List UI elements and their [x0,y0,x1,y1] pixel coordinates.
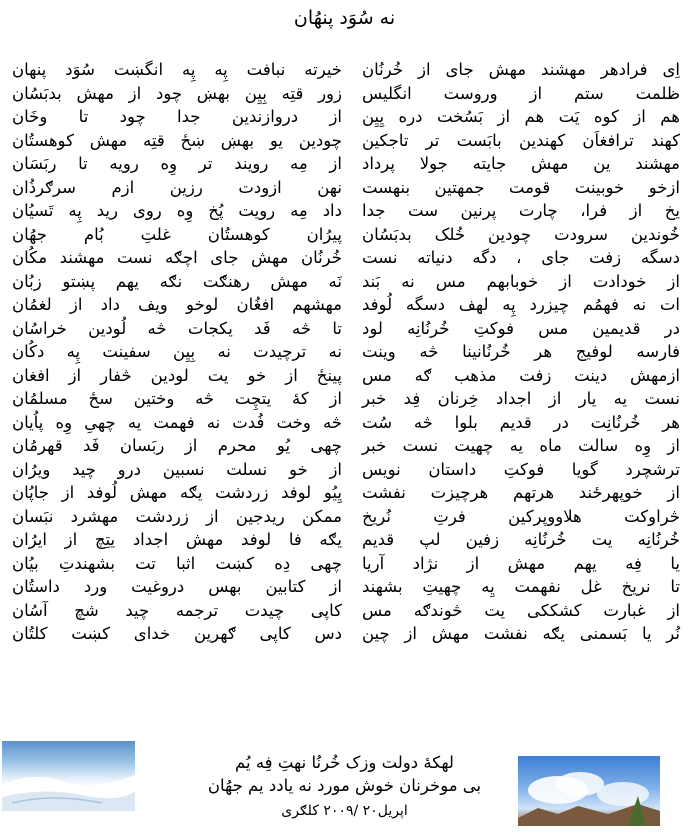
verse-line: ممکن ریدجین از زردشت مهشرد نبَسان [12,506,342,526]
verse-line: یا فِه یهم مهش از نژاد آریا [362,553,680,573]
verse-line: پینځ از خو یت لودین څفار از افغان [12,365,342,385]
verse-line: خُرنُانِه یت خُرنُانِه زفین لپ قدیم [362,530,680,549]
verse-line: مهشهم افغُان لوخو ویف داد از لغمُان [12,295,342,314]
verse-line: کهند ترافغاَن کهندین بابَست تر تاجکین [362,130,680,150]
verse-line: نهن ازودت رزین ازم سرګرذُان [12,177,342,197]
verse-line: کاپی چیدت ترجمه چید شچ آسُان [12,600,342,620]
verse-line: دسگه زفت جای ، دگه دنیاته نست [362,248,680,267]
verse-line: تا څه فَد یکجات څه لُودین خراسُان [12,318,342,338]
verse-line: از خوپهرځند هرتهم هرچیزت نفشت [362,483,680,502]
poem-column-right [362,58,680,646]
verse-line: در قدیمین مس فوکتِ خُرنُانِه لود [362,318,680,338]
verse-line: از کهٔ یتچِت څه وختین سځ مسلمُان [12,389,342,408]
verse-line: یګه فا لوفد مهش اجداد یتِچ از ایرُان [12,530,342,549]
verse-line: از خو نسلت نسبین درو چید ویرُان [12,459,342,479]
verse-line: نَه مهش رهنګت نګه یهم پښتو زبُان [12,271,342,291]
verse-line: نُر یا بَسمنی یګه نفشت مهش از چین [362,624,680,643]
verse-line: از وِه سالت ماه یه چهیت نست خبر [362,436,680,455]
verse-line: نست یه یار از اجداد خِرنان فِد خبر [362,389,680,408]
closing-verse-line-1: لهکهٔ دولت وزک خُرنُا نهتِ فِه یُم [235,753,454,772]
verse-line: خیرته نبافت پِه پِه انگښت سُوَد پنهان [12,60,342,79]
verse-line: یخ از فرا، چارت پرنین ست جدا [362,201,680,220]
verse-line: دس کاپی ګهرین خدای کښت کلتُان [12,624,342,643]
verse-line: خُوندین سرودت چودین خُلک بدبَسُان [362,224,680,244]
verse-line: چودین یو بهښ ښځ قتِه مهش کوهستُان [12,130,342,150]
verse-line: پیرُان کوهستُان غلتِ بُام جهُان [12,224,342,244]
verse-line: ات نه فهمُم چیزرد پِه لهف دسگه لُوفد [362,295,680,314]
verse-line: از خودادت از خوبابهم مس نه بَند [362,271,680,291]
verse-line: چهی یُو محرم از ربَسان فَد قهرمُان [12,436,342,455]
verse-line: ترشچرد گویا فوکتِ داستان نویس [362,459,680,479]
closing-verse-line-2: بی موخرنان خوش مورد نه یادد یم جهُان [207,776,482,795]
verse-line: هر خُرنُانِت در قدیم بلوا څه سُت [362,412,680,432]
verse-line: زور قتِه بِیِن بهښ چود از مهش بدبَسُان [12,83,342,103]
verse-line: از غبارت کشککی یت څوندګه مس [362,600,680,620]
verse-line: فارسه لوفیج هر خُرنُانینا څه وینت [362,342,680,361]
verse-line: خُرنُان مهش جای اچګه نست مهشند مکُان [12,248,342,267]
verse-line: هم از کوه یَت هم از بَسُخت دره یِیِن [362,107,680,126]
date-signature: اپریل۲۰ /۲۰۰۹ کلګری [281,803,408,819]
verse-line: ازخو خوبینت قومت جمهتین بنهست [362,177,680,197]
verse-line: از مِه رویند تر وِه رویه تا ربَسَان [12,154,342,173]
poem-title: نه سُوَد پنهُان [293,7,396,29]
verse-line: از کتابین بهس دروغیت ورد داستُان [12,577,342,596]
verse-line: څه وخت فُدت نه فهمت یه چهیِ وِه پاُیان [12,412,342,432]
verse-line: تا نریخ غل نفهمت یِه چهیتِ بشهند [362,577,680,596]
poem-column-left [12,58,342,646]
verse-line: یِیُو لوفد زردشت یګه مهش لُوفد از جاپُان [12,483,342,502]
verse-line: ازمهش دینت زفت مذهب ګه مس [362,365,680,385]
verse-line: ظلمت ستم از وروست انگلیس [362,83,680,103]
verse-line: اِی فرادهر مهشند مهش جای از خُرنُان [362,60,680,79]
verse-line: چهی دِه کښت اثبا تت بشهندتِ بیُان [12,553,342,573]
verse-line: از دروازندین جدا چود تا وخَان [12,107,342,126]
verse-line: داد مِه رویت پُخ وِه روی رید پِه تَسیُان [12,201,342,220]
verse-line: نه ترچیدت نه بِیِن سفینت پِه دکُان [12,342,342,361]
verse-line: څراوکت هلاووپرکین فرتِ نُریخ [362,506,680,526]
verse-line: مهشند ین مهش جایته جولا پرداد [362,154,680,173]
